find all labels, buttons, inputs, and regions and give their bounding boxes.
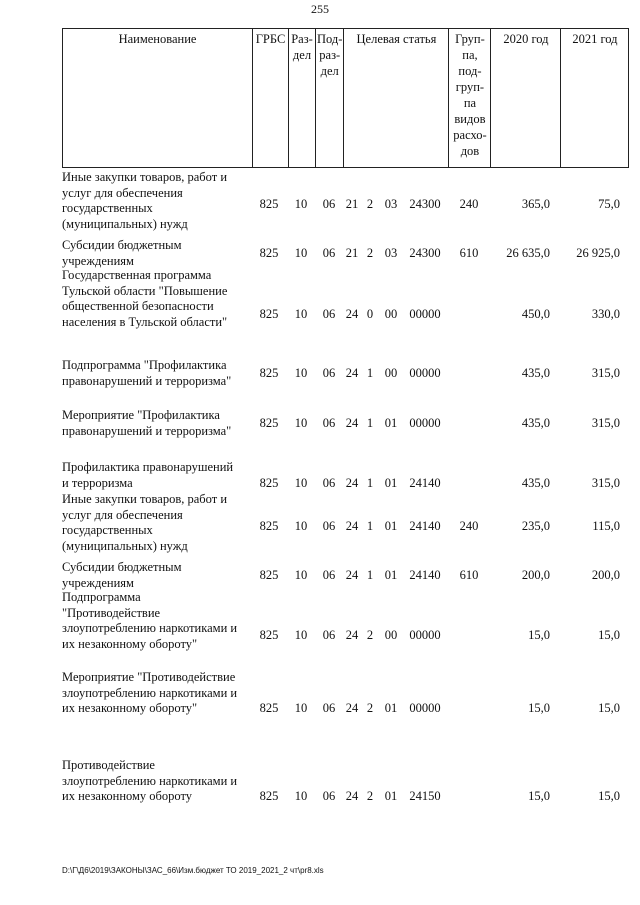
row-name-line: их незаконному обороту [62,789,193,803]
row-name-line: злоупотреблению наркотиками и [62,773,238,788]
row-name-line: Субсидии бюджетным [62,238,182,252]
row-name-line: Подпрограмма [62,590,141,604]
expense-group-cell: 240 [459,197,479,211]
target-direction-cell: 00000 [409,416,441,430]
row-name-line: Подпрограмма "Профилактика [62,358,227,372]
row-name-line: Мероприятие "Противодействие [62,670,236,684]
grbs-cell: 825 [259,197,279,211]
target-direction-cell: 00000 [409,366,441,380]
grbs-cell: 825 [259,568,279,582]
grbs-cell: 825 [259,416,279,430]
row-name-line: услуг для обеспечения [62,185,183,200]
table-row [62,170,622,230]
expense-group-cell: 610 [459,568,479,582]
row-name-line: и терроризма [62,475,133,490]
header-group-line: видов [454,112,486,126]
row-name [62,358,250,389]
target-program-cell: 24 [345,476,359,490]
row-name [62,238,250,269]
row-name-line: учреждениям [62,575,134,590]
podrazdel-cell: 06 [322,568,336,582]
podrazdel-cell: 06 [322,416,336,430]
header-group-line: Груп- [455,32,485,46]
row-name [62,268,250,330]
target-direction-cell: 24140 [409,519,441,533]
target-event-cell: 03 [384,197,398,211]
amount-2021-cell: 15,0 [598,701,620,715]
razdel-cell: 10 [294,519,308,533]
target-subprogram-cell: 2 [366,246,374,260]
header-podrazdel [316,29,344,168]
podrazdel-cell: 06 [322,197,336,211]
amount-2020-cell: 200,0 [521,568,550,582]
amount-2020-cell: 365,0 [521,197,550,211]
header-razdel-line: Раз- [291,32,313,46]
target-program-cell: 24 [345,628,359,642]
target-program-cell: 24 [345,366,359,380]
amount-2020-cell: 15,0 [528,628,550,642]
row-name-line: (муниципальных) нужд [62,216,188,231]
amount-2021-cell: 15,0 [598,789,620,803]
header-podrazdel-line: раз- [319,48,341,62]
amount-2020-cell: 235,0 [521,519,550,533]
amount-2021-cell: 26 925,0 [576,246,620,260]
target-program-cell: 21 [345,246,359,260]
target-subprogram-cell: 2 [366,197,374,211]
file-path-footer: D:\Г\Д6\2019\ЗАКОНЫ\ЗАС_66\Изм.бюджет ТО 2019_2021_2 чт\pr8.xls [62,866,324,875]
target-event-cell: 00 [384,366,398,380]
table-row [62,670,622,730]
amount-2021-cell: 315,0 [591,476,620,490]
grbs-cell: 825 [259,701,279,715]
row-name [62,408,250,439]
target-direction-cell: 00000 [409,701,441,715]
target-event-cell: 03 [384,246,398,260]
target-program-cell: 24 [345,789,359,803]
amount-2020-cell: 26 635,0 [506,246,550,260]
amount-2020-cell: 435,0 [521,366,550,380]
header-group-line: па, [462,48,478,62]
target-subprogram-cell: 1 [366,366,374,380]
target-program-cell: 24 [345,701,359,715]
target-direction-cell: 24140 [409,476,441,490]
razdel-cell: 10 [294,476,308,490]
amount-2021-cell: 315,0 [591,366,620,380]
expense-group-cell: 240 [459,519,479,533]
podrazdel-cell: 06 [322,628,336,642]
row-name-line: злоупотреблению наркотиками и [62,621,238,635]
target-direction-cell: 00000 [409,628,441,642]
amount-2021-cell: 75,0 [598,197,620,211]
target-program-cell: 24 [345,307,359,321]
grbs-cell: 825 [259,366,279,380]
target-subprogram-cell: 0 [366,307,374,321]
target-subprogram-cell: 1 [366,476,374,490]
razdel-cell: 10 [294,246,308,260]
target-subprogram-cell: 1 [366,568,374,582]
target-direction-cell: 24150 [409,789,441,803]
amount-2020-cell: 435,0 [521,476,550,490]
row-name-line: услуг для обеспечения [62,507,183,522]
table-row [62,268,622,328]
row-name-line: Иные закупки товаров, работ и [62,492,228,506]
target-event-cell: 00 [384,628,398,642]
table-row [62,590,622,650]
row-name-line: государственных [62,523,153,537]
row-name-line: Субсидии бюджетным [62,560,182,574]
row-name [62,170,250,232]
target-subprogram-cell: 2 [366,701,374,715]
header-group-line: дов [460,144,480,158]
header-grbs: ГРБС [253,29,289,168]
podrazdel-cell: 06 [322,476,336,490]
target-direction-cell: 24300 [409,246,441,260]
target-subprogram-cell: 1 [366,416,374,430]
row-name-line: их незаконному обороту" [62,636,198,651]
razdel-cell: 10 [294,701,308,715]
header-razdel [289,29,316,168]
row-name [62,758,250,805]
razdel-cell: 10 [294,307,308,321]
header-podrazdel-line: дел [320,64,339,78]
row-name-line: правонарушений и терроризма" [62,373,232,388]
grbs-cell: 825 [259,628,279,642]
target-subprogram-cell: 2 [366,789,374,803]
podrazdel-cell: 06 [322,307,336,321]
row-name-line: "Противодействие [62,605,161,620]
target-program-cell: 24 [345,416,359,430]
target-direction-cell: 24140 [409,568,441,582]
razdel-cell: 10 [294,366,308,380]
row-name-line: Противодействие [62,758,155,772]
amount-2021-cell: 315,0 [591,416,620,430]
grbs-cell: 825 [259,476,279,490]
target-direction-cell: 00000 [409,307,441,321]
header-group-line: па [463,96,477,110]
row-name-line: учреждениям [62,253,134,268]
razdel-cell: 10 [294,416,308,430]
target-direction-cell: 24300 [409,197,441,211]
amount-2020-cell: 15,0 [528,789,550,803]
row-name-line: Тульской области "Повышение [62,283,228,298]
table-row [62,492,622,552]
amount-2021-cell: 115,0 [592,519,620,533]
razdel-cell: 10 [294,628,308,642]
row-name [62,590,250,652]
target-event-cell: 00 [384,307,398,321]
target-program-cell: 24 [345,519,359,533]
amount-2021-cell: 15,0 [598,628,620,642]
row-name-line: Государственная программа [62,268,212,282]
podrazdel-cell: 06 [322,701,336,715]
header-name: Наименование [63,29,253,168]
target-event-cell: 01 [384,476,398,490]
grbs-cell: 825 [259,307,279,321]
target-event-cell: 01 [384,701,398,715]
razdel-cell: 10 [294,197,308,211]
target-program-cell: 24 [345,568,359,582]
row-name [62,492,250,554]
amount-2020-cell: 450,0 [521,307,550,321]
row-name-line: правонарушений и терроризма" [62,423,232,438]
row-name-line: злоупотреблению наркотиками и [62,685,238,700]
razdel-cell: 10 [294,568,308,582]
row-name-line: государственных [62,201,153,215]
row-name-line: их незаконному обороту" [62,701,198,715]
target-event-cell: 01 [384,416,398,430]
target-event-cell: 01 [384,519,398,533]
razdel-cell: 10 [294,789,308,803]
target-event-cell: 01 [384,568,398,582]
target-subprogram-cell: 2 [366,628,374,642]
target-program-cell: 21 [345,197,359,211]
row-name-line: Профилактика правонарушений [62,460,234,474]
row-name-line: общественной безопасности [62,299,214,313]
header-podrazdel-line: Под- [317,32,343,46]
table-row [62,408,622,468]
header-group-line: под- [458,64,482,78]
header-target: Целевая статья [344,29,449,168]
target-event-cell: 01 [384,789,398,803]
page-number: 255 [311,2,329,16]
header-group-line: расхо- [453,128,487,142]
amount-2021-cell: 200,0 [591,568,620,582]
expense-group-cell: 610 [459,246,479,260]
podrazdel-cell: 06 [322,246,336,260]
amount-2020-cell: 15,0 [528,701,550,715]
table-row [62,758,622,818]
amount-2021-cell: 330,0 [591,307,620,321]
header-year-2020: 2020 год [491,29,561,168]
podrazdel-cell: 06 [322,519,336,533]
target-subprogram-cell: 1 [366,519,374,533]
amount-2020-cell: 435,0 [521,416,550,430]
grbs-cell: 825 [259,519,279,533]
header-razdel-line: дел [292,48,312,62]
row-name-line: (муниципальных) нужд [62,538,188,553]
row-name-line: Мероприятие "Профилактика [62,408,220,422]
row-name [62,560,250,591]
grbs-cell: 825 [259,789,279,803]
row-name [62,460,250,491]
row-name-line: Иные закупки товаров, работ и [62,170,228,184]
podrazdel-cell: 06 [322,789,336,803]
header-group-line: груп- [455,80,485,94]
podrazdel-cell: 06 [322,366,336,380]
table-header [62,28,629,168]
grbs-cell: 825 [259,246,279,260]
header-year-2021: 2021 год [561,29,629,168]
row-name [62,670,250,717]
header-group [449,29,491,168]
row-name-line: населения в Тульской области" [62,314,228,329]
